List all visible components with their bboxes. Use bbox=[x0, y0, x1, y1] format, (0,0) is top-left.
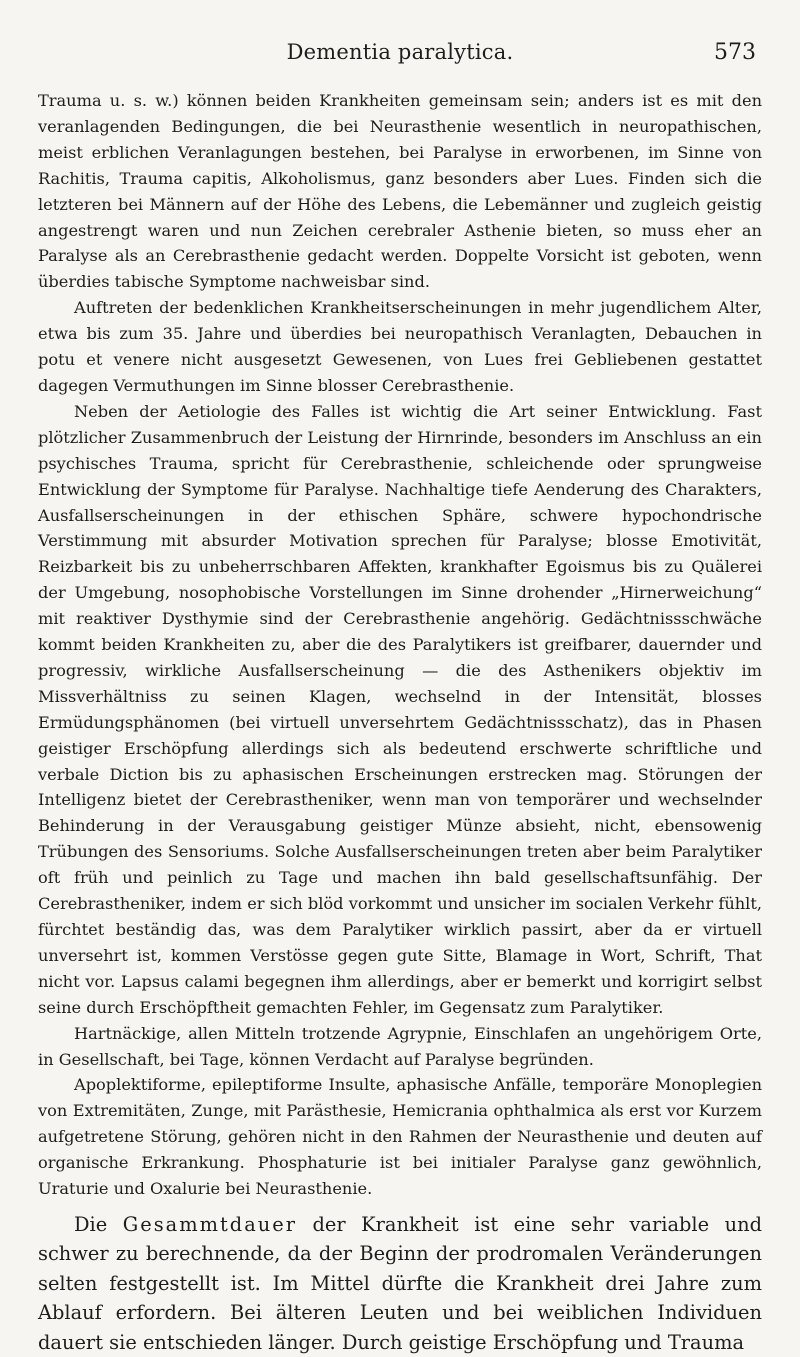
page-number: 573 bbox=[714, 40, 756, 65]
page-header bbox=[38, 32, 762, 72]
paragraph-3: Neben der Aetiologie des Falles ist wichtig die Art seiner Entwicklung. Fast plötzlicher Zusammenbruch der Leistung der Hirnrinde, besonders im Anschluss an ein psychisches Trauma, spricht für Cerebrasthenie, schleichende oder sprungweise Entwicklung der Symptome für Paralyse. Nachhaltige tiefe Aenderung des Charakters, Ausfallserscheinungen in der ethischen Sphäre, schwere hypochondrische Verstimmung mit absurder Motivation sprechen für Paralyse; blosse Emotivität, Reizbarkeit bis zu unbeherrschbaren Affekten, krankhafter Egoismus bis zu Quälerei der Umgebung, nosophobische Vorstellungen im Sinne drohender „Hirnerweichung“ mit reaktiver Dysthymie sind der Cerebrasthenie angehörig. Gedächtnissschwäche kommt beiden Krankheiten zu, aber die des Paralytikers ist greifbarer, dauernder und progressiv, wirkliche Ausfallserscheinung — die des Asthenikers objektiv im Missverhältniss zu seinen Klagen, wechselnd in der Intensität, blosses Ermüdungsphänomen (bei virtuell unversehrtem Gedächtnissschatz), das in Phasen geistiger Erschöpfung allerdings sich als bedeutend erschwerte schriftliche und verbale Diction bis zu aphasischen Erscheinungen erstrecken mag. Störungen der Intelligenz bietet der Cerebrastheniker, wenn man von temporärer und wechselnder Behinderung in der Verausgabung geistiger Münze absieht, nicht, ebensowenig Trübungen des Sensoriums. Solche Ausfallserscheinungen treten aber beim Paralytiker oft früh und peinlich zu Tage und machen ihn bald gesellschaftsunfähig. Der Cerebrastheniker, indem er sich blöd vorkommt und unsicher im socialen Verkehr fühlt, fürchtet beständig das, was dem Paralytiker wirklich passirt, aber da er virtuell unversehrt ist, kommen Verstösse gegen gute Sitte, Blamage in Wort, Schrift, That nicht vor. Lapsus calami begegnen ihm allerdings, aber er bemerkt und korrigirt selbst seine durch Erschöpftheit gemachten Fehler, im Gegensatz zum Paralytiker. bbox=[38, 401, 762, 1017]
final-paragraph-lead: Die bbox=[74, 1212, 108, 1236]
final-paragraph-rest: der Krankheit ist eine sehr variable und schwer zu berechnende, da der Beginn der prodromalen Veränderungen selten festgestellt ist. Im Mittel dürfte die Krankheit drei Jahre zum Ablauf erfordern. Bei älteren Leuten und bei weiblichen Individuen dauert sie entschieden länger. Durch geistige Erschöpfung und Trauma bbox=[38, 1212, 763, 1354]
body-text bbox=[38, 88, 762, 1357]
paragraph-gesammtdauer bbox=[38, 1210, 762, 1357]
running-title: Dementia paralytica. bbox=[286, 40, 514, 64]
paragraph-5: Apoplektiforme, epileptiforme Insulte, aphasische Anfälle, temporäre Monoplegien von Extremitäten, Zunge, mit Parästhesie, Hemicrania ophthalmica als erst vor Kurzem aufgetretene Störung, gehören nicht in den Rahmen der Neurasthenie und deuten auf organische Erkrankung. Phosphaturie ist bei initialer Paralyse ganz gewöhnlich, Uraturie und Oxalurie bei Neurasthenie. bbox=[38, 1075, 762, 1199]
paragraph-4: Hartnäckige, allen Mitteln trotzende Agrypnie, Einschlafen an ungehörigem Orte, in Gesellschaft, bei Tage, können Verdacht auf Paralyse begründen. bbox=[38, 1023, 762, 1069]
paragraph-2: Auftreten der bedenklichen Krankheitserscheinungen in mehr jugendlichem Alter, etwa bis zum 35. Jahre und überdies bei neuropathisch Veranlagten, Debauchen in potu et venere nicht ausgesetzt Gewesenen, von Lues frei Gebliebenen gestattet dagegen Vermuthungen im Sinne blosser Cerebrasthenie. bbox=[38, 298, 762, 395]
paragraph-1: Trauma u. s. w.) können beiden Krankheiten gemeinsam sein; anders ist es mit den veranlagenden Bedingungen, die bei Neurasthenie wesentlich in neuropathischen, meist erblichen Veranlagungen bestehen, bei Paralyse in erworbenen, im Sinne von Rachitis, Trauma capitis, Alkoholismus, ganz besonders aber Lues. Finden sich die letzteren bei Männern auf der Höhe des Lebens, die Lebemänner und zugleich geistig angestrengt waren und nun Zeichen cerebraler Asthenie bieten, so muss eher an Paralyse als an Cerebrasthenie gedacht werden. Doppelte Vorsicht ist geboten, wenn überdies tabische Symptome nachweisbar sind. bbox=[38, 91, 762, 292]
spaced-term: Gesammtdauer bbox=[122, 1212, 297, 1236]
